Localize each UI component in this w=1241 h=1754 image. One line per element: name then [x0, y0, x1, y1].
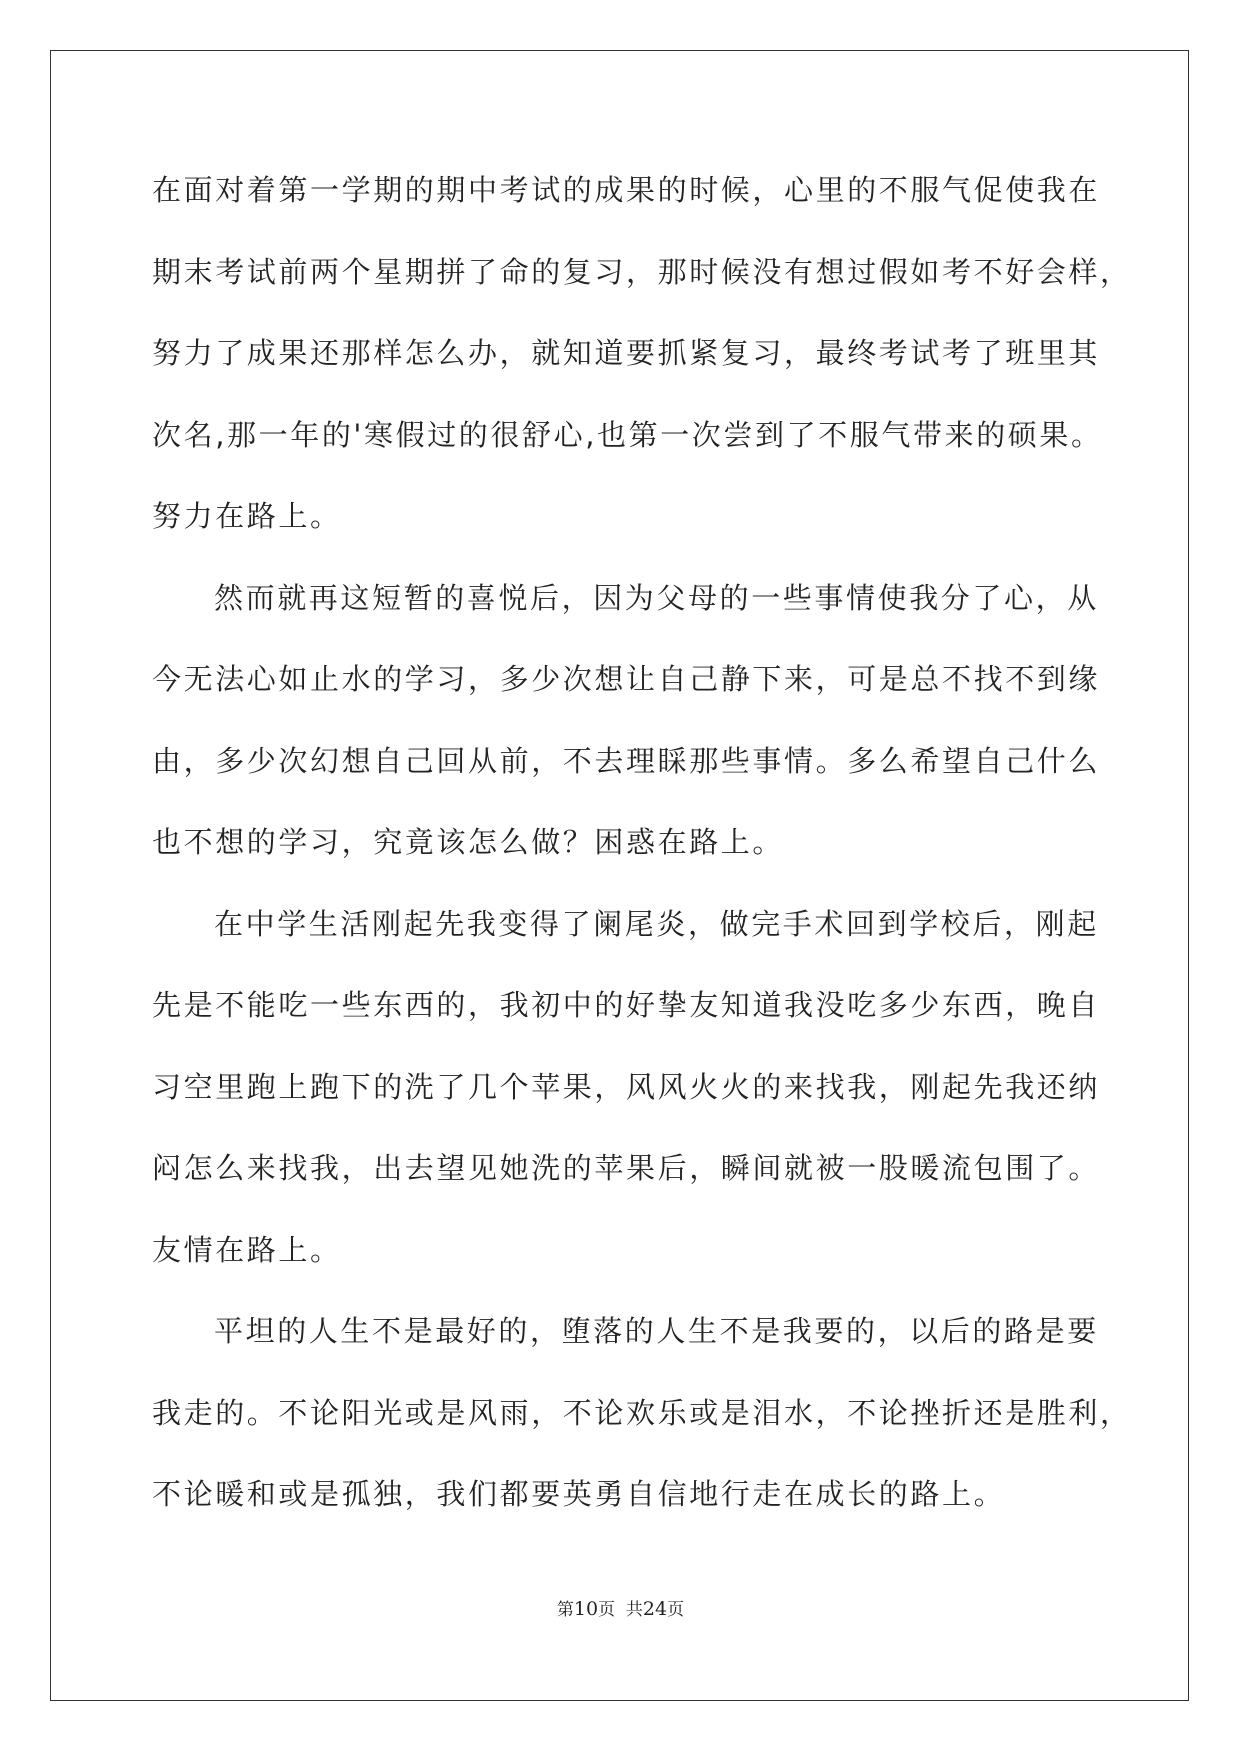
text-line: 然而就再这短暂的喜悦后，因为父母的一些事情使我分了心，从: [214, 580, 1099, 615]
page-footer: [0, 1595, 1241, 1620]
paragraph-2: [152, 568, 1101, 894]
text-line: 努力了成果还那样怎么办，就知道要抓紧复习，最终考试考了班里其: [152, 336, 1101, 370]
text-line: 平坦的人生不是最好的，堕落的人生不是我要的，以后的路是要: [214, 1314, 1099, 1348]
text-line: 不论暖和或是孤独，我们都要英勇自信地行走在成长的路上。: [152, 1477, 1006, 1511]
text-line: 在中学生活刚起先我变得了阑尾炎，做完手术回到学校后，刚起: [214, 906, 1099, 941]
text-line: 次名,那一年的'寒假过的很舒心,也第一次尝到了不服气带来的硕果。: [152, 417, 1103, 452]
document-body: [152, 160, 1132, 1546]
text-line: 努力在路上。: [152, 499, 342, 533]
text-line: 闷怎么来找我，出去望见她洗的苹果后，瞬间就被一股暖流包围了。: [152, 1151, 1101, 1185]
text-line: 我走的。不论阳光或是风雨，不论欢乐或是泪水，不论挫折还是胜利，: [152, 1395, 1132, 1430]
text-line: 由，多少次幻想自己回从前，不去理睬那些事情。多么希望自己什么: [152, 743, 1101, 778]
text-line: 今无法心如止水的学习，多少次想让自己静下来，可是总不找不到缘: [152, 662, 1101, 696]
text-line: 友情在路上。: [152, 1232, 342, 1267]
footer-suffix: 页: [667, 1600, 685, 1620]
text-line: 在面对着第一学期的期中考试的成果的时候，心里的不服气促使我在: [152, 173, 1101, 207]
paragraph-3: [152, 894, 1101, 1302]
paragraph-1: [152, 160, 1132, 568]
current-page-number: 10: [573, 1598, 599, 1620]
text-line: 也不想的学习，究竟该怎么做？困惑在路上。: [152, 825, 785, 859]
footer-mid: 页 共: [598, 1600, 643, 1620]
text-line: 先是不能吃一些东西的，我初中的好挚友知道我没吃多少东西，晚自: [152, 988, 1101, 1022]
total-page-count: 24: [642, 1598, 668, 1620]
footer-prefix: 第: [556, 1600, 574, 1620]
paragraph-4: [152, 1301, 1132, 1546]
text-line: 期末考试前两个星期拼了命的复习，那时候没有想过假如考不好会样，: [152, 254, 1132, 289]
text-line: 习空里跑上跑下的洗了几个苹果，风风火火的来找我，刚起先我还纳: [152, 1069, 1101, 1104]
